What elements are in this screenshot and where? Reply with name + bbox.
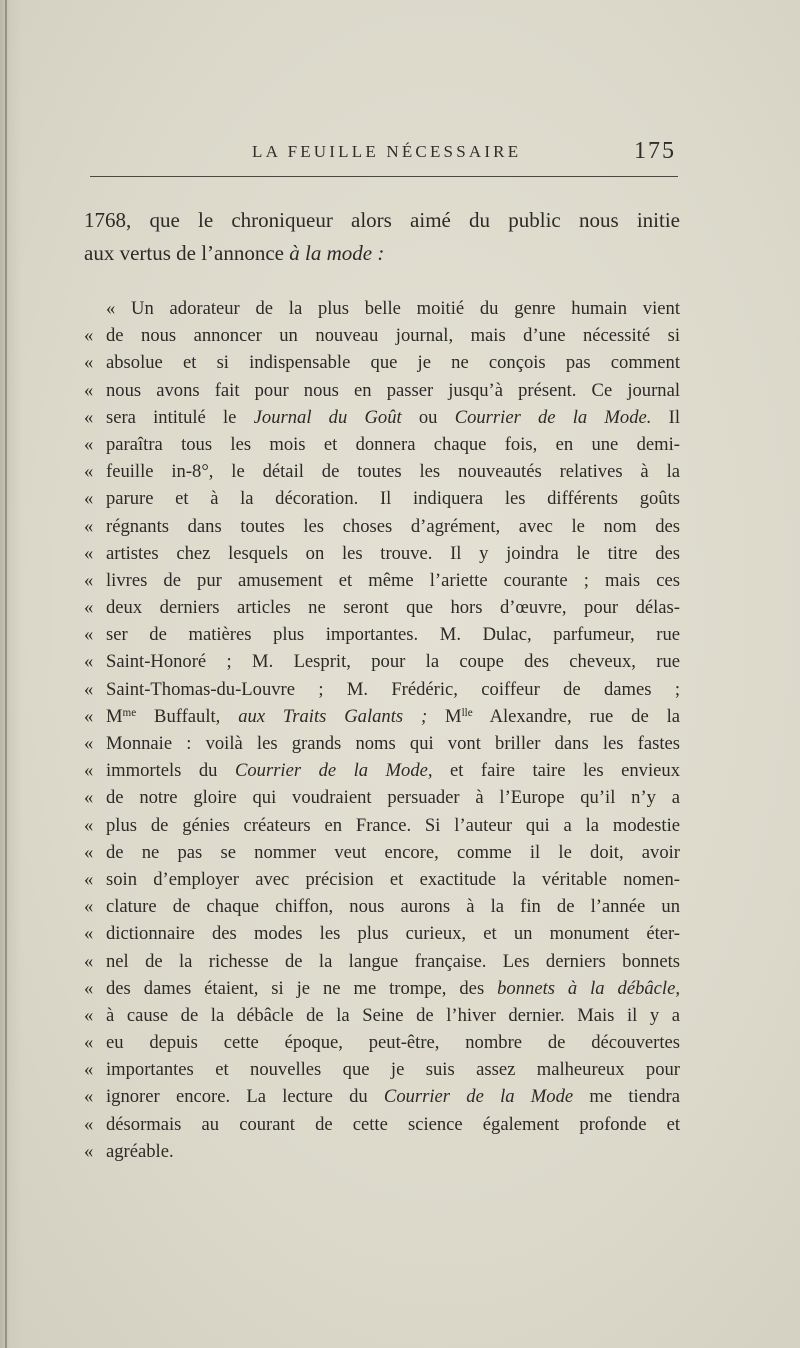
quote-text: Saint-Thomas-du-Louvre ; M. Frédéric, coiffeur de dames ; — [106, 678, 680, 700]
quote-text: désormais au courant de cette science également profonde et — [106, 1113, 680, 1135]
quote-text: feuille in-8°, le détail de toutes les nouveautés relatives à la — [106, 461, 680, 483]
quote-line — [84, 975, 680, 1002]
guillemet: « — [84, 433, 94, 455]
quotation-block — [84, 295, 680, 1165]
quote-line — [84, 1056, 680, 1083]
journal-title: Courrier de la Mode. — [454, 406, 652, 428]
quote-line — [84, 295, 680, 322]
shop-name: aux Traits Galants ; — [238, 705, 428, 727]
bonnet-name: bonnets à la débâcle, — [497, 977, 681, 999]
quote-line — [84, 349, 680, 376]
guillemet: « — [84, 1059, 94, 1081]
quote-line — [84, 621, 680, 648]
binding-edge — [0, 0, 22, 1348]
text-run: et faire taire les envieux — [432, 760, 680, 782]
quote-line — [84, 920, 680, 947]
quote-text: de ne pas se nommer veut encore, comme il le doit, avoir — [106, 841, 680, 863]
guillemet: « — [84, 1140, 94, 1162]
quote-line — [84, 812, 680, 839]
quote-line — [84, 322, 680, 349]
quote-text: importantes et nouvelles que je suis assez malheureux pour — [106, 1059, 680, 1081]
text-run: Il — [651, 406, 680, 428]
quote-text — [106, 404, 680, 431]
quote-line — [84, 730, 680, 757]
guillemet: « — [84, 977, 94, 999]
quote-text: nous avons fait pour nous en passer jusqu’à présent. Ce journal — [106, 379, 680, 401]
text-run: Alexandre, rue de la — [472, 705, 680, 727]
guillemet: « — [84, 461, 94, 483]
quote-line — [84, 1029, 680, 1056]
quote-text: deux derniers articles ne seront que hors d’œuvre, pour délas- — [106, 597, 680, 619]
quote-text: Monnaie : voilà les grands noms qui vont briller dans les fastes — [106, 733, 680, 754]
quote-line — [84, 1002, 680, 1029]
running-head — [90, 138, 680, 168]
quote-text: eu depuis cette époque, peut-être, nombre de découvertes — [106, 1032, 680, 1054]
quote-text: soin d’employer avec précision et exactitude la véritable nomen- — [106, 868, 680, 890]
text-run: me tiendra — [573, 1086, 680, 1108]
quote-text: régnants dans toutes les choses d’agrément, avec le nom des — [106, 515, 680, 537]
quote-line — [84, 540, 680, 567]
quote-text: plus de génies créateurs en France. Si l’auteur qui a la modestie — [106, 814, 680, 836]
guillemet: « — [84, 325, 94, 347]
page-number: 175 — [634, 138, 676, 164]
quote-line — [84, 757, 680, 784]
quote-line — [84, 676, 680, 703]
guillemet: « — [84, 678, 94, 700]
intro-italic: à la mode : — [289, 241, 385, 265]
quote-line — [84, 866, 680, 893]
quote-line — [84, 648, 680, 675]
quote-text: absolue et si indispensable que je ne conçois pas comment — [106, 352, 680, 374]
intro-text: aux vertus de l’annonce — [84, 241, 290, 265]
quote-text: artistes chez lesquels on les trouve. Il y joindra le titre des — [106, 542, 680, 564]
guillemet: « — [84, 841, 94, 863]
quote-line — [84, 404, 680, 431]
quote-line — [84, 594, 680, 621]
guillemet: « — [84, 515, 94, 537]
guillemet: « — [84, 1032, 94, 1054]
quote-text: clature de chaque chiffon, nous aurons à la fin de l’année un — [106, 896, 680, 918]
quote-text: de nous annoncer un nouveau journal, mais d’une nécessité si — [106, 325, 680, 347]
quote-text: paraîtra tous les mois et donnera chaque fois, en une demi- — [106, 433, 680, 455]
guillemet: « — [84, 814, 94, 836]
text-run: des dames étaient, si je ne me trompe, des — [106, 977, 498, 999]
quote-line — [84, 485, 680, 512]
binding-line — [5, 0, 7, 1348]
superscript: me — [122, 706, 137, 719]
quote-text: « Un adorateur de la plus belle moitié du genre humain vient — [106, 298, 680, 319]
intro-line: 1768, que le chroniqueur alors aimé du public nous initie — [84, 208, 680, 232]
guillemet: « — [84, 651, 94, 673]
guillemet: « — [84, 896, 94, 918]
text-run: ignorer encore. La lecture du — [106, 1086, 384, 1108]
guillemet: « — [84, 923, 94, 945]
journal-title: Journal du Goût — [253, 406, 402, 428]
quote-text — [106, 757, 680, 784]
guillemet: « — [84, 1004, 94, 1026]
quote-text: dictionnaire des modes les plus curieux, et un monument éter- — [106, 923, 680, 945]
guillemet: « — [84, 406, 94, 428]
quote-text: Saint-Honoré ; M. Lesprit, pour la coupe des cheveux, rue — [106, 651, 680, 673]
quote-line — [84, 784, 680, 811]
text-run: ou — [401, 406, 455, 428]
quote-text — [106, 703, 680, 730]
quote-line — [84, 893, 680, 920]
guillemet: « — [84, 868, 94, 890]
quote-line — [84, 567, 680, 594]
running-head-title: LA FEUILLE NÉCESSAIRE — [252, 142, 522, 161]
quote-line — [84, 1138, 680, 1165]
quote-text: ser de matières plus importantes. M. Dulac, parfumeur, rue — [106, 624, 680, 646]
intro-paragraph — [84, 204, 680, 270]
quote-line — [84, 513, 680, 540]
quote-line — [84, 458, 680, 485]
guillemet: « — [84, 733, 94, 754]
guillemet: « — [84, 569, 94, 591]
journal-title: Courrier de la Mode, — [234, 760, 433, 782]
guillemet: « — [84, 352, 94, 374]
guillemet: « — [84, 950, 94, 972]
quote-line — [84, 948, 680, 975]
quote-line — [84, 703, 680, 730]
quote-text — [106, 1083, 680, 1110]
quote-line — [84, 1083, 680, 1110]
guillemet: « — [84, 1113, 94, 1135]
intro-line — [84, 237, 680, 270]
guillemet: « — [84, 597, 94, 619]
text-run: M — [106, 705, 123, 727]
guillemet: « — [84, 760, 94, 782]
quote-text: à cause de la débâcle de la Seine de l’hiver dernier. Mais il y a — [106, 1004, 680, 1026]
quote-text: parure et à la décoration. Il indiquera les différents goûts — [106, 488, 680, 510]
quote-line — [84, 839, 680, 866]
guillemet: « — [84, 542, 94, 564]
guillemet: « — [84, 705, 94, 727]
guillemet: « — [84, 379, 94, 401]
guillemet: « — [84, 1086, 94, 1108]
text-run: sera intitulé le — [106, 406, 254, 428]
guillemet: « — [84, 624, 94, 646]
quote-line — [84, 431, 680, 458]
quote-text: de notre gloire qui voudraient persuader à l’Europe qu’il n’y a — [106, 787, 680, 809]
quote-text: agréable. — [106, 1140, 174, 1162]
guillemet: « — [84, 488, 94, 510]
header-rule — [90, 176, 678, 177]
journal-title: Courrier de la Mode — [383, 1086, 574, 1108]
text-run: M — [427, 705, 462, 727]
superscript: lle — [461, 706, 473, 719]
quote-line — [84, 377, 680, 404]
quote-text: nel de la richesse de la langue française. Les derniers bonnets — [106, 950, 680, 972]
quote-line — [84, 1111, 680, 1138]
text-run: immortels du — [106, 760, 235, 782]
quote-text: livres de pur amusement et même l’ariette courante ; mais ces — [106, 569, 680, 591]
text-run: Buffault, — [136, 705, 239, 727]
guillemet: « — [84, 787, 94, 809]
quote-text — [106, 975, 680, 1002]
